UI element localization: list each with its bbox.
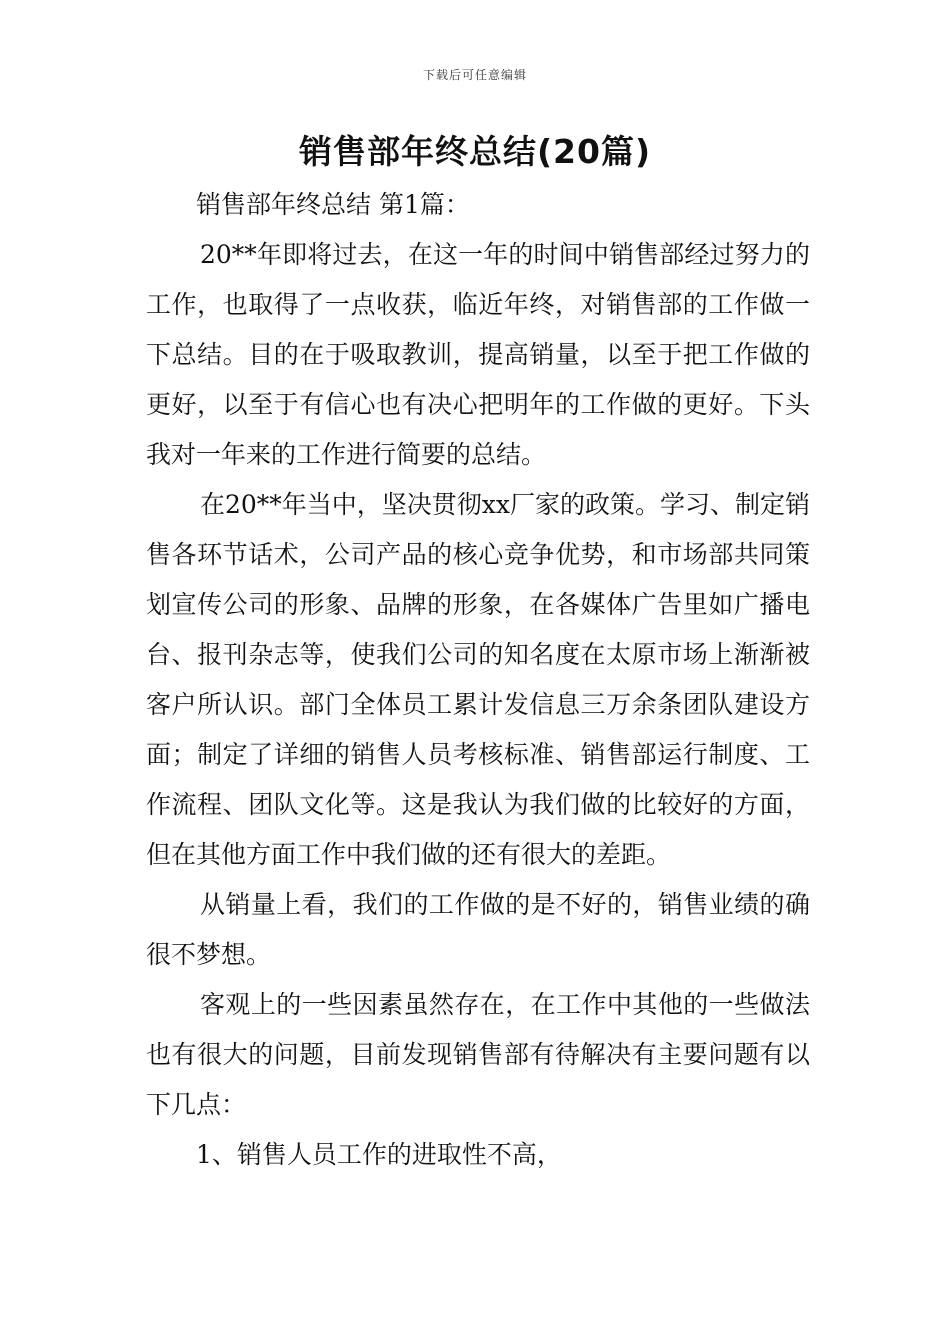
document-title: 销售部年终总结(20篇) [298, 132, 652, 171]
header-note: 下载后可任意编辑 [422, 68, 527, 82]
document-body [146, 180, 810, 1180]
section-heading: 销售部年终总结 第1篇： [196, 190, 470, 219]
paragraph-1: 20**年即将过去，在这一年的时间中销售部经过努力的工作，也取得了一点收获，临近年终，对销售部的工作做一下总结。目的在于吸取教训，提高销量，以至于把工作做的更好，以至于有信心也有决心把明年的工作做的更好。下头我对一年来的工作进行简要的总结。 [146, 240, 810, 469]
list-item: 1、销售人员工作的进取性不高， [196, 1140, 562, 1169]
paragraph-3: 从销量上看，我们的工作做的是不好的，销售业绩的确很不梦想。 [146, 890, 810, 969]
paragraph-4: 客观上的一些因素虽然存在，在工作中其他的一些做法也有很大的问题，目前发现销售部有待解决有主要问题有以下几点： [146, 990, 810, 1119]
paragraph-2: 在20**年当中，坚决贯彻xx厂家的政策。学习、制定销售各环节话术，公司产品的核心竞争优势，和市场部共同策划宣传公司的形象、品牌的形象，在各媒体广告里如广播电台、报刊杂志等，使我们公司的知名度在太原市场上渐渐被客户所认识。部门全体员工累计发信息三万余条团队建设方面；制定了详细的销售人员考核标准、销售部运行制度、工作流程、团队文化等。这是我认为我们做的比较好的方面，但在其他方面工作中我们做的还有很大的差距。 [146, 490, 811, 869]
